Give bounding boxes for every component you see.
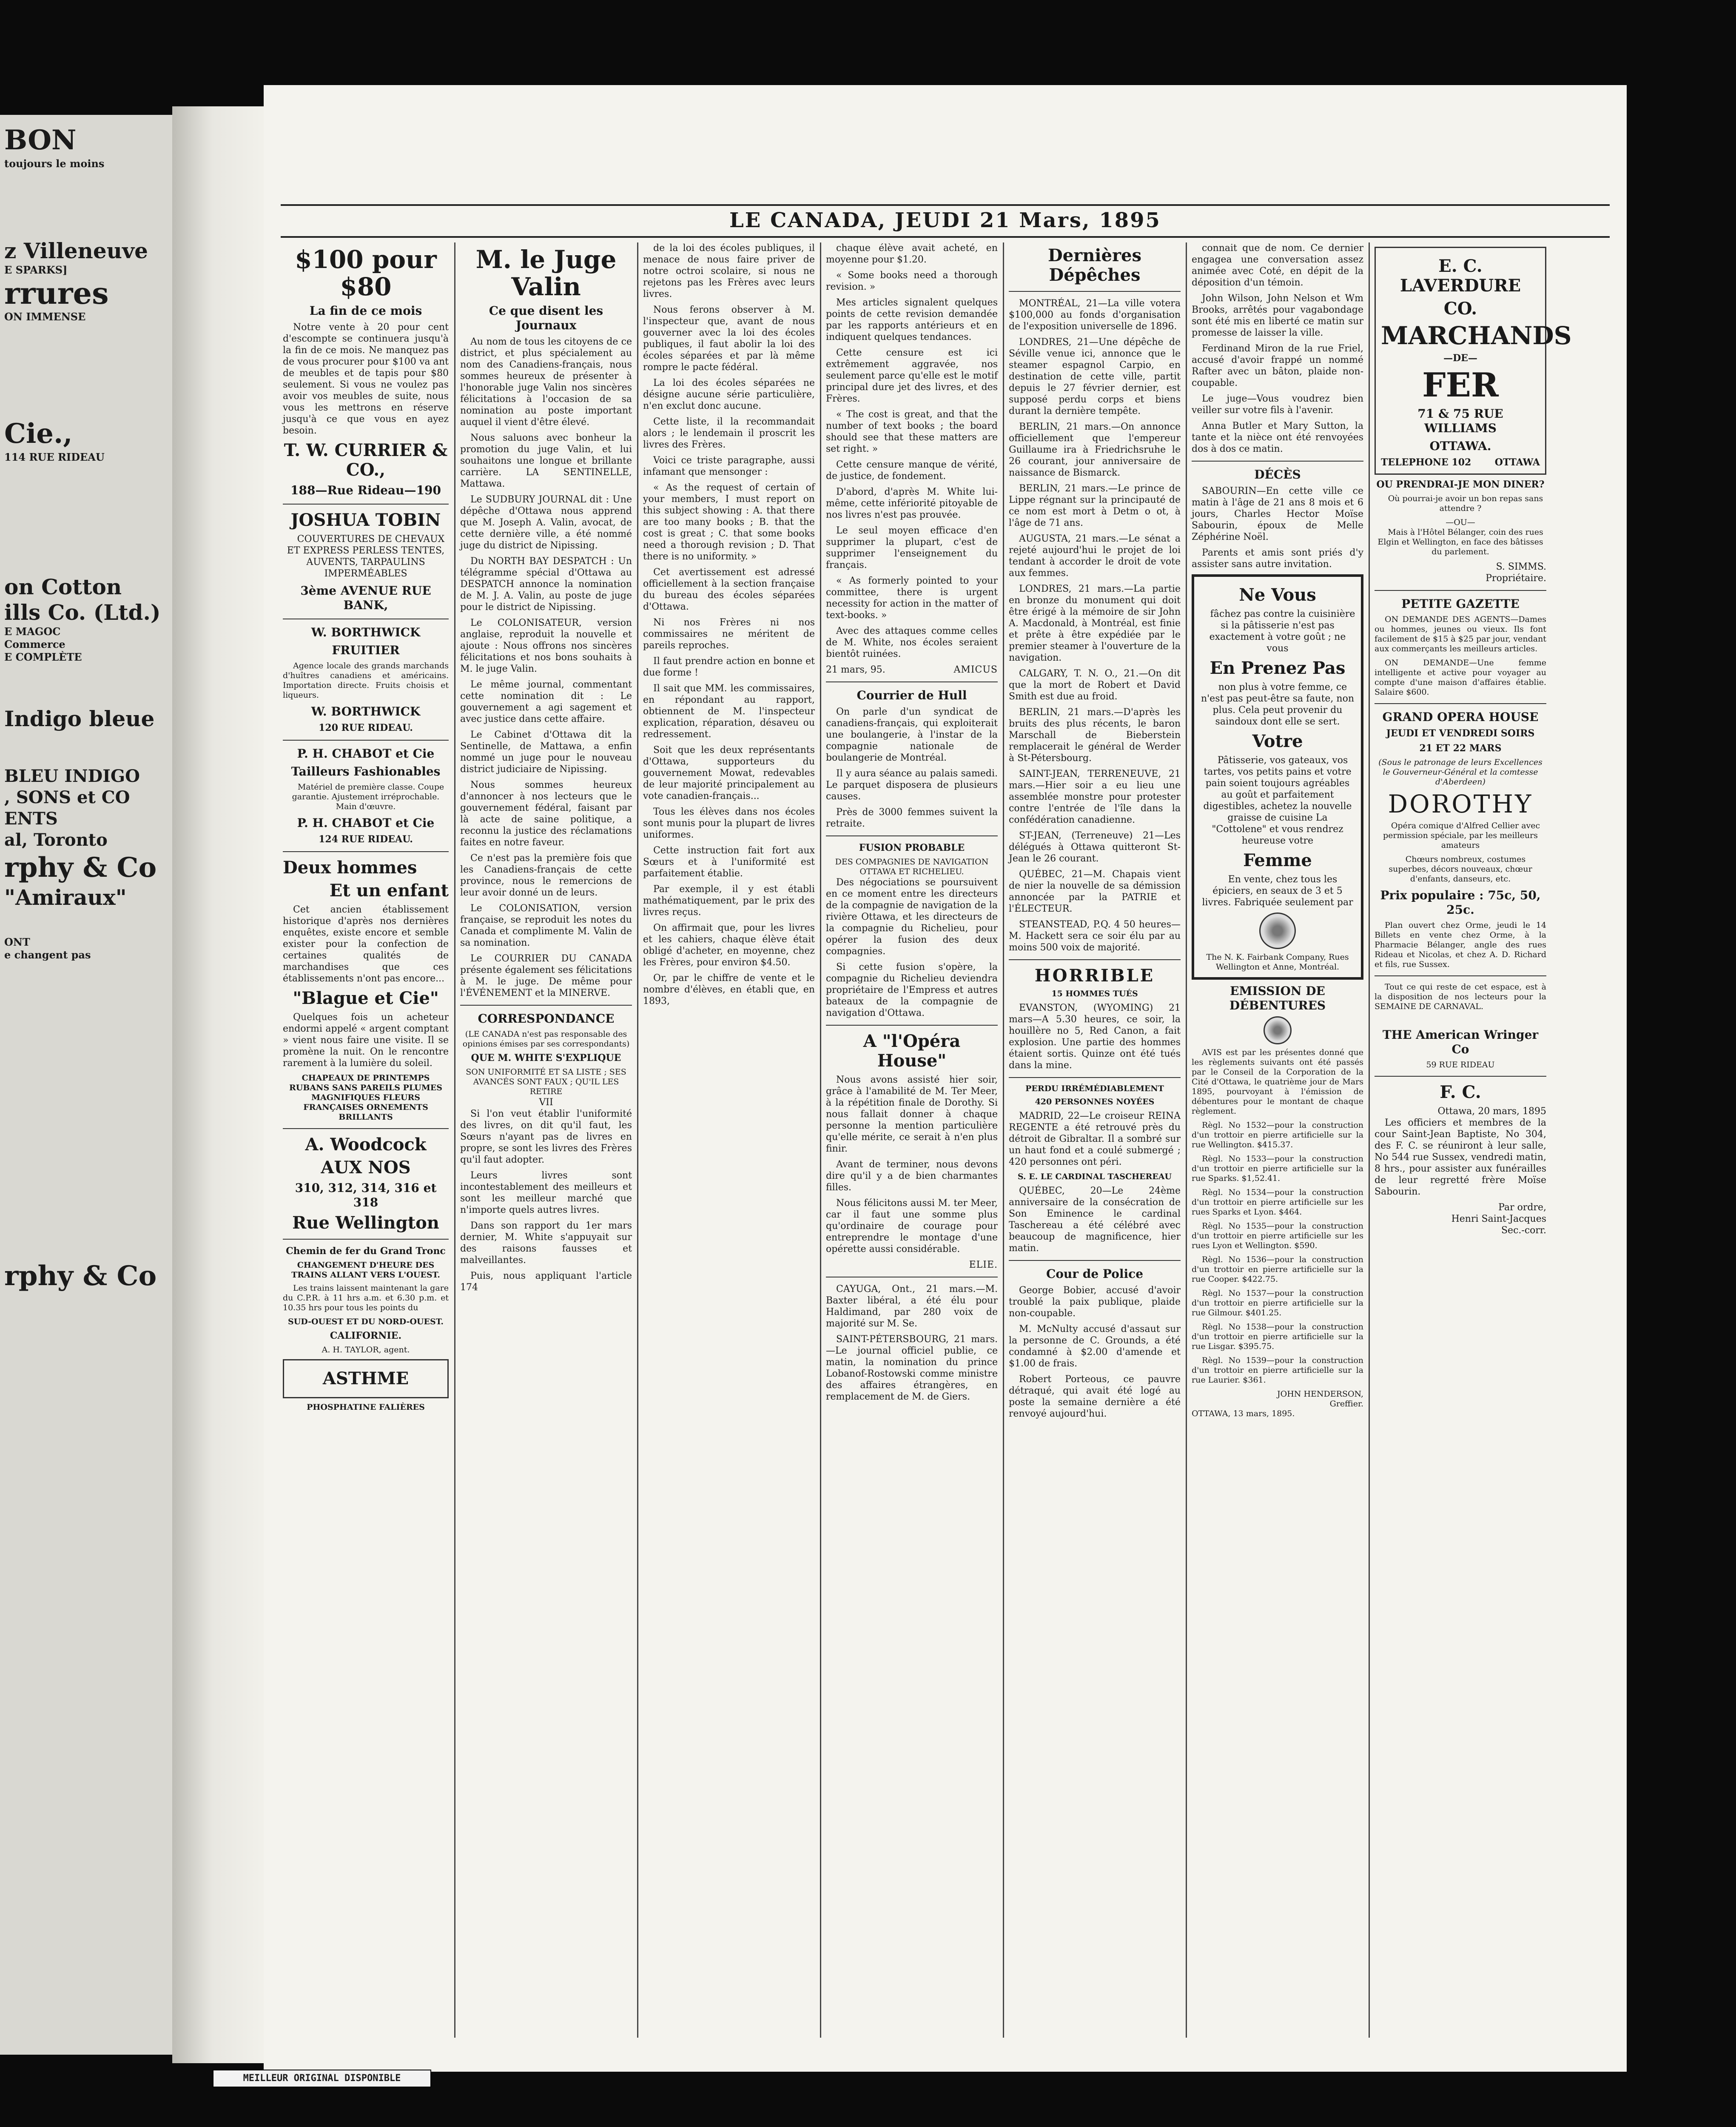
ad-subheadline: 21 ET 22 MARS — [1419, 743, 1502, 754]
ad-text: non plus à votre femme, ce n'est pas peut-être sa faute, non plus. Cela peut provenir du saindoux dont elle se sert. — [1201, 682, 1355, 727]
section-headline: Cour de Police — [1046, 1267, 1144, 1281]
ad-text: Agence locale des grands marchands d'huîtres canadiens et américains. Importation directe. Fruits choisis et liqueurs. — [283, 661, 449, 700]
prev-line: "Amiraux" — [4, 885, 127, 910]
section-headline: CORRESPONDANCE — [478, 1012, 615, 1026]
paragraph: Dans son rapport du 1er mars dernier, M. White s'appuyait sur des raisons fausses et malveillantes. — [460, 1220, 632, 1266]
section-subheadline: SON UNIFORMITÉ ET SA LISTE ; SES AVANCÉS SONT FAUX ; QU'IL LES RETIRE — [466, 1067, 626, 1096]
divider — [826, 681, 998, 682]
paragraph: Nous sommes heureux d'annoncer à nos lecteurs que le gouvernement fédéral, faisant par là acte de saine politique, a reconnu la justice des réclamations faites en notre faveur. — [460, 780, 632, 848]
header-rule-top — [281, 204, 1610, 206]
paragraph: Nous saluons avec bonheur la promotion du juge Valin, et lui souhaitons une longue et brillante carrière. LA SENTINELLE, Mattawa. — [460, 433, 632, 489]
paragraph: Cette liste, il la recommandait alors ; le lendemain il proscrit les livres des Frères. — [643, 416, 815, 450]
ad-text: Cet ancien établissement historique d'après nos dernières enquêtes, existe encore et semble exister pour la confection de certaines qualités de marchandises que ces établissements n'ont pas encore... — [283, 904, 449, 984]
divider — [1375, 975, 1546, 976]
ad-headline: W. BORTHWICK — [311, 704, 421, 719]
paragraph: « As the request of certain of your members, I must report on this subject showing : A. that there are too many books ; B. that the cost is great ; C. that some books need a thorough revision ; D. That there is no uniformity. » — [643, 482, 815, 562]
signoff-name: AMICUS — [953, 664, 998, 675]
signature: S. SIMMS. — [1496, 562, 1546, 572]
ad-headline: A. Woodcock — [305, 1135, 427, 1155]
section-subheadline: QUE M. WHITE S'EXPLIQUE — [471, 1052, 621, 1064]
section-headline: EMISSION DE DÉBENTURES — [1229, 984, 1326, 1012]
paragraph: Le seul moyen efficace d'en supprimer la plupart, c'est de supprimer l'enseignement du français. — [826, 525, 998, 570]
divider — [1375, 1076, 1546, 1077]
signature-role: Greffier. — [1329, 1399, 1363, 1408]
ad-headline: FER — [1422, 366, 1499, 405]
previous-page-text — [4, 123, 170, 1293]
ad-text: —DE— — [1443, 353, 1477, 364]
paragraph: Le COLONISATEUR, version anglaise, reproduit la nouvelle et ajoute : Nous offrons nos sincères félicitations et nos bons souhaits à M. le juge Valin. — [460, 618, 632, 674]
ad-text: fâchez pas contre la cuisinière si la pâtisserie n'est pas exactement à votre goût ; ne vous — [1209, 609, 1355, 654]
column-1-ads — [283, 242, 449, 2038]
signoff — [826, 664, 998, 676]
prev-line: rrures — [4, 276, 109, 311]
ad-text: Notre vente à 20 pour cent d'escompte se continuera jusqu'à la fin de ce mois. Ne manquez pas de vous procurer pour $100 va ant de meubles et de tapis pour $80 seulement. Si vous ne voulez pas avoir vos meubles de suite, nous vous les mettrons en réserve jusqu'à ce que vous en ayez besoin. — [283, 322, 449, 436]
paragraph: Par exemple, il y est établi mathématiquement, par le prix des livres reçus. — [643, 884, 815, 918]
ad-address: 188—Rue Rideau—190 — [290, 483, 441, 497]
prev-line: 114 RUE RIDEAU — [4, 451, 105, 463]
ad-text: Pâtisserie, vos gateaux, vos tartes, vos petits pains et votre pain soient toujours agréables au goût et parfaitement digestibles, achetez la nouvelle graisse de cuisine La "Cottolene" et vous rendrez heureuse votre — [1203, 755, 1352, 846]
prev-line: E COMPLÈTE — [4, 651, 82, 663]
paragraph: ON DEMANDE—Une femme intelligente et active pour voyager au compte d'une maison d'affaires établie. Salaire $600. — [1375, 658, 1546, 697]
ad-headline: MARCHANDS — [1381, 321, 1572, 350]
paragraph: D'abord, d'après M. White lui-même, cette infériorité pitoyable de nos livres n'est pas prouvée. — [826, 487, 998, 520]
divider — [283, 504, 449, 505]
ad-headline: OU PRENDRAI-JE MON DINER? — [1376, 479, 1545, 490]
paragraph: LONDRES, 21—Une dépêche de Séville venue ici, annonce que le steamer espagnol Carpio, en destination de cette ville, partit depuis le 27 février dernier, est supposé perdu corps et biens durant la dernière tempête. — [1009, 337, 1181, 416]
paragraph: Si l'on veut établir l'uniformité des livres, on dit qu'il faut, les Sœurs n'ayant pas de livres en propre, se sont les livres des Frères qu'il faut adopter. — [460, 1109, 632, 1165]
ad-phone: TELEPHONE 102 — [1381, 457, 1471, 468]
prev-line: on Cotton — [4, 574, 122, 599]
paragraph: Le Cabinet d'Ottawa dit la Sentinelle, de Mattawa, a enfin nommé un juge pour le nouveau district judiciaire de Nipissing. — [460, 730, 632, 775]
column-6-news-ads — [1192, 242, 1363, 2038]
paragraph: Cet avertissement est adressé officiellement à la section française du bureau des écoles séparées d'Ottawa. — [643, 567, 815, 612]
rail-destination: CALIFORNIE. — [330, 1330, 402, 1341]
ad-headline: En Prenez Pas — [1210, 658, 1346, 678]
prev-line: ON IMMENSE — [4, 311, 86, 323]
paragraph: Ce n'est pas la première fois que les Canadiens-français de cette province, nous le remercions de leur avoir donné un de leurs. — [460, 853, 632, 898]
header-rule-bottom — [281, 236, 1610, 238]
paragraph: CAYUGA, Ont., 21 mars.—M. Baxter libéral, a été élu pour Haldimand, par 280 voix de majorité sur M. Se. — [826, 1284, 998, 1329]
paragraph: Voici ce triste paragraphe, aussi infamant que mensonger : — [643, 455, 815, 477]
prev-line: ENTS — [4, 809, 58, 829]
ad-text: Opéra comique d'Alfred Cellier avec permission spéciale, par les meilleurs amateurs — [1383, 821, 1540, 850]
signoff-date: 21 mars, 95. — [826, 664, 885, 675]
paragraph: Nous félicitons aussi M. ter Meer, car il faut une somme plus qu'ordinaire de courage pour entreprendre le montage d'une opérette aussi considérable. — [826, 1198, 998, 1255]
article-subheadline: Ce que disent les Journaux — [489, 304, 603, 332]
rail-text: Les trains laissent maintenant la gare du C.P.R. à 11 hrs a.m. et 6.30 p.m. et 10.35 hrs pour tous les points du — [283, 1283, 449, 1312]
ad-text: Mais à l'Hôtel Bélanger, coin des rues Elgin et Wellington, en face des bâtisses du parlement. — [1377, 527, 1543, 556]
column-7-ads — [1375, 242, 1572, 2038]
rail-title: Chemin de fer du Grand Tronc — [286, 1246, 446, 1257]
paragraph: « As formerly pointed to your committee, there is urgent necessity for action in the matter of text-books. » — [826, 576, 998, 621]
newspaper-page — [264, 85, 1627, 2072]
paragraph: LONDRES, 21 mars.—La partie en bronze du monument qui doit être érigé à la mémoire de sir John A. Macdonald, à Montréal, est finie et prête à être expédiée par le premier steamer à l'ouverture de la navigation. — [1009, 584, 1181, 663]
list-item: Règl. No 1532—pour la construction d'un trottoir en pierre artificielle sur la rue Wellington. $415.37. — [1192, 1121, 1363, 1149]
paragraph: Au nom de tous les citoyens de ce district, et plus spécialement au nom des Canadiens-français, nous sommes heureux de présenter à l'honorable juge Valin nos sincères félicitations à l'occasion de sa nomination au poste important auquel il vient d'être élevé. — [460, 336, 632, 428]
paragraph: Parents et amis sont priés d'y assister sans autre invitation. — [1192, 547, 1363, 570]
paragraph: Il y aura séance au palais samedi. Le parquet disposera de plusieurs causes. — [826, 768, 998, 802]
paragraph: John Wilson, John Nelson et Wm Brooks, arrêtés pour vagabondage sont été mis en liberté ce matin sur promesse de laisser la ville. — [1192, 293, 1363, 338]
ad-headline: $100 pour $80 — [295, 245, 437, 301]
list-item: Règl. No 1533—pour la construction d'un trottoir en pierre artificielle sur la rue Sparks. $1,52.41. — [1192, 1154, 1363, 1183]
section-headline: F. C. — [1440, 1082, 1481, 1102]
dateline: Ottawa, 20 mars, 1895 — [1437, 1106, 1546, 1117]
paragraph: Soit que les deux représentants d'Ottawa, supporteurs du gouvernement Mowat, redevables de leur majorité principalement au vote canadien-français... — [643, 745, 815, 801]
prev-line: ONT — [4, 936, 30, 948]
rail-agent: A. H. TAYLOR, agent. — [322, 1345, 410, 1354]
paragraph: AUGUSTA, 21 mars.—Le sénat a rejeté aujourd'hui le projet de loi tendant à accorder le droit de vote aux femmes. — [1009, 533, 1181, 579]
section-headline: HORRIBLE — [1034, 966, 1155, 986]
paragraph: Ni nos Frères ni nos commissaires ne méritent de pareils reproches. — [643, 617, 815, 651]
signature: JOHN HENDERSON, — [1277, 1389, 1363, 1399]
column-3-article — [643, 242, 815, 2038]
prev-line: z Villeneuve — [4, 238, 148, 263]
ad-text: Plan ouvert chez Orme, jeudi le 14 Billets en vente chez Orme, à la Pharmacie Bélanger, angle des rues Rideau et Nicolas, et chez A. D. Richard et fils, rue Sussex. — [1375, 921, 1546, 969]
section-headline: A "l'Opéra House" — [863, 1031, 961, 1071]
ad-headline: GRAND OPERA HOUSE — [1382, 710, 1539, 724]
ad-address: 59 RUE RIDEAU — [1426, 1060, 1495, 1069]
cottolene-ad — [1192, 574, 1363, 980]
paragraph: Le même journal, commentant cette nomination dit : Le gouvernement a agi sagement et avec justice dans cette affaire. — [460, 679, 632, 724]
prev-line: rphy & Co — [4, 1260, 157, 1292]
paragraph: Anna Butler et Mary Sutton, la tante et la nièce ont été renvoyées dos à dos ce matin. — [1192, 421, 1363, 454]
divider — [1009, 1260, 1181, 1261]
paragraph: QUÉBEC, 20—Le 24ème anniversaire de la consécration de Son Eminence le cardinal Taschereau a été célébré avec beaucoup de magnificence, hier matin. — [1009, 1186, 1181, 1254]
ad-text: (Sous le patronage de leurs Excellences le Gouverneur-Général et la comtesse d'Aberdeen) — [1378, 758, 1542, 787]
masthead: LE CANADA, JEUDI 21 Mars, 1895 — [729, 208, 1161, 232]
company-seal-icon — [1259, 912, 1296, 949]
prev-line: , SONS et CO — [4, 787, 130, 807]
paragraph: Le COURRIER DU CANADA présente également ses félicitations à M. le juge. De même pour l'ÉVÉNEMENT et la MINERVE. — [460, 953, 632, 998]
column-rule — [637, 242, 638, 2038]
archive-stamp: MEILLEUR ORIGINAL DISPONIBLE — [213, 2070, 431, 2087]
ad-headline: ASTHME — [322, 1369, 409, 1389]
section-number: VII — [539, 1097, 553, 1108]
signoff-name: ELIE. — [969, 1260, 998, 1270]
ad-text: Matériel de première classe. Coupe garantie. Ajustement irréprochable. Main d'œuvre. — [292, 782, 444, 811]
prev-line: al, Toronto — [4, 830, 108, 850]
list-item: Règl. No 1538—pour la construction d'un trottoir en pierre artificielle sur la rue Lisgar. $395.75. — [1192, 1322, 1363, 1351]
ad-headline: P. H. CHABOT et Cie — [297, 747, 435, 761]
paragraph: BERLIN, 21 mars.—On annonce officiellement que l'empereur Guillaume ira à Friedrichsruhe le 26 courant, jour anniversaire de naissance de Bismarck. — [1009, 422, 1181, 478]
paragraph: connait que de nom. Ce dernier engagea une conversation assez animée avec Coté, en dépit de la déposition d'un témoin. — [1192, 243, 1363, 288]
paragraph: chaque élève avait acheté, en moyenne pour $1.20. — [826, 243, 998, 265]
signature-role: Sec.-corr. — [1501, 1225, 1546, 1236]
paragraph: Robert Porteous, ce pauvre détraqué, qui avait été logé au poste la semaine dernière a été renvoyé aujourd'hui. — [1009, 1374, 1181, 1419]
page-gutter — [172, 106, 272, 2063]
paragraph: BERLIN, 21 mars.—Le prince de Lippe régnant sur la principauté de ce nom est mort à Detm o ot, à l'âge de 71 ans. — [1009, 483, 1181, 528]
paragraph: Tous les élèves dans nos écoles sont munis pour la plupart de livres uniformes. — [643, 807, 815, 840]
ad-subheadline: Tailleurs Fashionables — [291, 764, 441, 778]
ad-headline: Femme — [1243, 850, 1312, 870]
divider — [283, 1239, 449, 1240]
divider — [460, 1005, 632, 1006]
paragraph: Ferdinand Miron de la rue Friel, accusé d'avoir frappé un nommé Rafter avec un bâton, plaide non-coupable. — [1192, 343, 1363, 388]
divider — [283, 1128, 449, 1129]
section-subheadline: 15 HOMMES TUÉS — [1051, 989, 1138, 998]
paragraph: QUÉBEC, 21—M. Chapais vient de nier la nouvelle de sa démission annoncée par la PATRIE et l'ÉLECTEUR. — [1009, 869, 1181, 914]
paragraph: M. McNulty accusé d'assaut sur la personne de C. Grounds, a été condamné à $2.00 d'amende et $1.00 de frais. — [1009, 1324, 1181, 1369]
list-item: Règl. No 1534—pour la construction d'un trottoir en pierre artificielle sur les rues Sparks et Lyon. $464. — [1192, 1188, 1363, 1217]
paragraph: George Bobier, accusé d'avoir troublé la paix publique, plaide non-coupable. — [1009, 1285, 1181, 1319]
section-note: (LE CANADA n'est pas responsable des opinions émises par ses correspondants) — [462, 1029, 630, 1049]
paragraph: Si cette fusion s'opère, la compagnie du Richelieu deviendra propriétaire de l'Empress et autres bateaux de la compagnie de navigation d'Ottawa. — [826, 962, 998, 1018]
list-item: Règl. No 1537—pour la construction d'un trottoir en pierre artificielle sur la rue Gilmour. $401.25. — [1192, 1289, 1363, 1317]
ad-subheadline: AUX NOS — [321, 1158, 411, 1178]
ad-text: —OU— — [1446, 518, 1475, 527]
city-crest-icon — [1264, 1016, 1292, 1044]
ad-footer: PHOSPHATINE FALIÈRES — [307, 1403, 425, 1412]
signature-role: Propriétaire. — [1486, 573, 1546, 584]
ad-subheadline: JEUDI ET VENDREDI SOIRS — [1386, 728, 1535, 739]
prev-line: BON — [4, 124, 77, 156]
divider — [283, 740, 449, 741]
paragraph: Cette censure manque de vérité, de justice, de fondement. — [826, 459, 998, 482]
paragraph: AVIS est par les présentes donné que les règlements suivants ont été passés par le Conseil de la Corporation de la Cité d'Ottawa, le quatrième jour de Mars 1895, pourvoyant à l'émission de débentures pour le montant de chaque règlement. — [1192, 1048, 1363, 1116]
paragraph: « The cost is great, and that the number of text books ; the board should see that these matters are set right. » — [826, 409, 998, 454]
prev-line: BLEU INDIGO — [4, 766, 140, 786]
paragraph: Avec des attaques comme celles de M. White, nos écoles seraient bientôt ruinées. — [826, 626, 998, 659]
column-4-article — [826, 242, 998, 2038]
paragraph: CALGARY, T. N. O., 21.—On dit que la mort de Robert et David Smith est due au froid. — [1009, 668, 1181, 702]
column-2-article — [460, 242, 632, 2038]
ad-text: COUVERTURES DE CHEVAUX ET EXPRESS PERLESS TENTES, AUVENTS, TARPAULINS IMPERMÉABLES — [287, 534, 445, 579]
paragraph: Leurs livres sont incontestablement des meilleurs et sont les meilleur marché que n'importe quels autres livres. — [460, 1170, 632, 1215]
paragraph: Le COLONISATION, version française, se reproduit les notes du Canada et complimente M. Valin de sa nomination. — [460, 903, 632, 948]
paragraph: ON DEMANDE DES AGENTS—Dames ou hommes, jeunes ou vieux. Ils font facilement de $15 à $25 par jour, vendant aux commerçants les meilleurs articles. — [1375, 615, 1546, 653]
ad-headline: "Blague et Cie" — [293, 988, 439, 1008]
ad-subheadline: FRUITIER — [332, 643, 400, 657]
paragraph: SABOURIN—En cette ville ce matin à l'âge de 21 ans 8 mois et 6 jours, Charles Hector Moïse Sabourin, époux de Melle Zéphérine Noël. — [1192, 486, 1363, 542]
ad-maker: The N. K. Fairbank Company, Rues Wellington et Anne, Montréal. — [1206, 952, 1349, 972]
ad-subheadline: La fin de ce mois — [309, 304, 422, 318]
prev-line: E SPARKS] — [4, 264, 68, 276]
section-headline: S. E. LE CARDINAL TASCHEREAU — [1017, 1172, 1172, 1181]
signature: Henri Saint-Jacques — [1451, 1214, 1546, 1224]
section-headline: DÉCÈS — [1254, 468, 1301, 482]
divider — [1009, 1077, 1181, 1078]
list-item: Règl. No 1535—pour la construction d'un trottoir en pierre artificielle sur les rues Lyon et Wellington. $590. — [1192, 1221, 1363, 1250]
section-headline: FUSION PROBABLE — [859, 842, 965, 853]
ad-headline: E. C. LAVERDURE — [1400, 256, 1521, 296]
paragraph: SAINT-PÉTERSBOURG, 21 mars.—Le journal officiel publie, ce matin, la nomination du prince Lobanof-Rostowski comme ministre des affaires étrangères, en remplacement de M. de Giers. — [826, 1334, 998, 1402]
prev-line: E MAGOC — [4, 625, 61, 638]
prev-line: Indigo bleue — [4, 706, 155, 731]
paragraph: SAINT-JEAN, TERRENEUVE, 21 mars.—Hier soir a eu lieu une assemblée monstre pour protester contre l'entrée de l'île dans la confédération canadienne. — [1009, 769, 1181, 825]
section-headline: PERDU IRRÉMÉDIABLEMENT — [1025, 1084, 1164, 1093]
paragraph: Nous avons assisté hier soir, grâce à l'amabilité de M. Ter Meer, à la répétition finale de Dorothy. Si nous fallait donner à chaque personne la mention particulière qu'elle mérite, ce serait à n'en plus finir. — [826, 1075, 998, 1154]
ad-headline: T. W. CURRIER & CO., — [284, 440, 448, 480]
section-subheadline: 420 PERSONNES NOYÉES — [1035, 1097, 1155, 1106]
ad-headline: THE American Wringer Co — [1382, 1028, 1539, 1056]
ad-address: 310, 312, 314, 316 et 318 — [295, 1181, 437, 1209]
prev-line: ills Co. (Ltd.) — [4, 600, 161, 625]
prev-line: toujours le moins — [4, 157, 105, 170]
prev-line: Cie., — [4, 418, 73, 450]
ad-text: Tout ce qui reste de cet espace, est à la disposition de nos lecteurs pour la SEMAINE DE CARNAVAL. — [1375, 982, 1546, 1011]
section-headline: PETITE GAZETTE — [1401, 597, 1520, 611]
ad-text: Quelques fois un acheteur endormi appelé « argent comptant » vient nous faire une visite. Il se promène la nuit. On le rencontre rarement à la lumière du soleil. — [283, 1012, 449, 1069]
paragraph: Il faut prendre action en bonne et due forme ! — [643, 656, 815, 678]
prev-line: Commerce — [4, 638, 65, 650]
ad-address: 71 & 75 RUE WILLIAMS — [1417, 407, 1503, 435]
ad-prices: Prix populaire : 75c, 50, 25c. — [1380, 888, 1541, 917]
ad-text: En vente, chez tous les épiciers, en seaux de 3 et 5 livres. Fabriquée seulement par — [1202, 874, 1353, 908]
paragraph: Le juge—Vous voudrez bien veiller sur votre fils à l'avenir. — [1192, 393, 1363, 416]
ad-headline: W. BORTHWICK — [311, 625, 421, 639]
prev-line: e changent pas — [4, 949, 91, 961]
section-headline: Dernières Dépêches — [1048, 245, 1141, 285]
paragraph: Mes articles signalent quelques points de cette revision demandée par les rapports antérieurs et en indiquent quelques tendances. — [826, 297, 998, 342]
previous-page-fragment — [0, 115, 172, 2055]
dateline: OTTAWA, 13 mars, 1895. — [1192, 1409, 1295, 1418]
section-headline: Courrier de Hull — [857, 688, 967, 702]
section-subheadline: DES COMPAGNIES DE NAVIGATION OTTAWA ET RICHELIEU. — [835, 857, 989, 876]
ad-headline: Ne Vous — [1239, 585, 1316, 605]
paragraph: Cette instruction fait fort aux Sœurs et à l'uniformité est parfaitement établie. — [643, 845, 815, 879]
paragraph: Nous ferons observer à M. l'inspecteur que, avant de nous gouverner avec la loi des écoles publiques, il faut abolir la loi des écoles séparées et par là même rompre le pacte fédéral. — [643, 305, 815, 373]
asthma-ad — [283, 1359, 449, 1398]
paragraph: MONTRÉAL, 21—La ville votera $100,000 au fonds d'organisation de l'exposition universelle de 1896. — [1009, 298, 1181, 332]
divider — [283, 851, 449, 852]
ad-city: OTTAWA — [1494, 457, 1540, 468]
column-rule — [454, 242, 455, 2038]
paragraph: STEANSTEAD, P.Q. 4 50 heures—M. Hackett sera ce soir élu par au moins 500 voix de majorité. — [1009, 919, 1181, 953]
ad-headline: Et un enfant — [329, 881, 449, 901]
paragraph: La loi des écoles séparées ne désigne aucune série particulière, n'en exclut donc aucune. — [643, 378, 815, 411]
ad-city: OTTAWA. — [1429, 439, 1491, 453]
paragraph: Près de 3000 femmes suivent la retraite. — [826, 807, 998, 829]
ad-headline: P. H. CHABOT et Cie — [297, 816, 435, 830]
paragraph: « Some books need a thorough revision. » — [826, 270, 998, 292]
column-rule — [1186, 242, 1187, 2038]
paragraph: On parle d'un syndicat de canadiens-français, qui exploiterait une boulangerie, à l'instar de la compagnie nationale de boulangerie de Montréal. — [826, 707, 998, 763]
ad-headline: Deux hommes — [283, 858, 417, 878]
paragraph: Du NORTH BAY DESPATCH : Un télégramme spécial d'Ottawa au DESPATCH annonce la nomination de M. J. A. Valin, au poste de juge pour le district de Nipissing. — [460, 556, 632, 613]
paragraph: Or, par le chiffre de vente et le nombre d'élèves, en établi que, en 1893, — [643, 973, 815, 1006]
divider — [826, 835, 998, 836]
article-headline: M. le Juge Valin — [475, 245, 617, 301]
paragraph: BERLIN, 21 mars.—D'après les bruits des plus récents, le baron Marschall de Bieberstein remplacerait le général de Werder à St-Pétersbourg. — [1009, 707, 1181, 764]
paragraph: Puis, nous appliquant l'article 174 — [460, 1271, 632, 1293]
paragraph: Les officiers et membres de la cour Saint-Jean Baptiste, No 304, des F. C. se réuniront à leur salle, No 544 rue Sussex, vendredi matin, 8 hrs., pour assister aux funérailles de leur regretté frère Moïse Sabourin. — [1375, 1118, 1546, 1197]
ad-headline: Votre — [1252, 731, 1303, 751]
laverdure-ad — [1375, 247, 1572, 475]
ad-subheadline: CO. — [1443, 299, 1477, 319]
ad-headline: JOSHUA TOBIN — [290, 510, 441, 530]
paragraph: Avant de terminer, nous devons dire qu'il y a de bien charmantes filles. — [826, 1159, 998, 1193]
paragraph: de la loi des écoles publiques, il menace de nous faire priver de notre octroi scolaire, si nous ne rejetons pas les Frères avec leurs livres. — [643, 243, 815, 299]
list-item: Règl. No 1536—pour la construction d'un trottoir en pierre artificielle sur la rue Cooper. $422.75. — [1192, 1255, 1363, 1284]
column-rule — [1003, 242, 1004, 2038]
list-item: Règl. No 1539—pour la construction d'un trottoir en pierre artificielle sur la rue Laurier. $361. — [1192, 1356, 1363, 1385]
rail-destination: SUD-OUEST ET DU NORD-OUEST. — [287, 1317, 444, 1326]
paragraph: EVANSTON, (WYOMING) 21 mars—A 5.30 heures, ce soir, la houillère no 5, Red Canon, a fait explosion. Une partie des hommes étaient sortis. Quinze ont été tués dans la mine. — [1009, 1003, 1181, 1071]
ad-phone-row — [1381, 457, 1540, 468]
divider — [1375, 590, 1546, 591]
ad-address: 120 RUE RIDEAU. — [319, 722, 413, 733]
column-5-news — [1009, 242, 1181, 2038]
ad-address: 3ème AVENUE RUE BANK, — [300, 584, 431, 612]
column-rule — [1369, 242, 1370, 2038]
divider — [1375, 703, 1546, 704]
ad-address: 124 RUE RIDEAU. — [319, 834, 413, 845]
divider — [1009, 291, 1181, 292]
rail-subtitle: CHANGEMENT D'HEURE DES TRAINS ALLANT VERS L'OUEST. — [291, 1260, 440, 1280]
paragraph: Cette censure est ici extrêmement aggravée, nos seulement parce qu'elle est le motif principal dure jet des livres, et des Frères. — [826, 348, 998, 404]
divider — [1009, 959, 1181, 960]
paragraph: Le SUDBURY JOURNAL dit : Une dépêche d'Ottawa nous apprend que M. Joseph A. Valin, avocat, de cette dernière ville, a été nommé juge du district de Nipissing. — [460, 494, 632, 551]
paragraph: MADRID, 22—Le croiseur REINA REGENTE a été retrouvé près du détroit de Gibraltar. Il a sombré sur un haut fond et a coulé submergé ; 420 personnes ont péri. — [1009, 1111, 1181, 1167]
divider — [1192, 461, 1363, 462]
divider — [826, 1025, 998, 1026]
prev-line: rphy & Co — [4, 852, 157, 884]
paragraph: Des négociations se poursuivent en ce moment entre les directeurs de la compagnie de navigation de la rivière Ottawa, et les directeurs de la compagnie du Richelieu, pour opérer la fusion des deux compagnies. — [826, 877, 998, 957]
paragraph: Il sait que MM. les commissaires, en répondant au rapport, obtiennent de M. l'inspecteur explication, réparation, désaveu ou redressement. — [643, 683, 815, 740]
ad-text: Où pourrai-je avoir un bon repas sans attendre ? — [1388, 494, 1543, 513]
ad-text: Chœurs nombreux, costumes superbes, décors nouveaux, chœur d'enfants, danseurs, etc. — [1389, 855, 1532, 884]
ad-address: Rue Wellington — [292, 1213, 439, 1233]
column-rule — [820, 242, 821, 2038]
paragraph: ST-JEAN, (Terreneuve) 21—Les délégués à Ottawa quitteront St-Jean le 26 courant. — [1009, 830, 1181, 864]
ad-list: CHAPEAUX DE PRINTEMPS RUBANS SANS PAREILS PLUMES MAGNIFIQUES FLEURS FRANÇAISES ORNEMENTS BRILLANTS — [289, 1073, 442, 1122]
signoff-text: Par ordre, — [1498, 1202, 1546, 1213]
paragraph: On affirmait que, pour les livres et les cahiers, chaque élève était obligé d'acheter, en moyenne, chez les Frères, pour environ $4.50. — [643, 923, 815, 968]
ad-headline: DOROTHY — [1388, 790, 1533, 818]
